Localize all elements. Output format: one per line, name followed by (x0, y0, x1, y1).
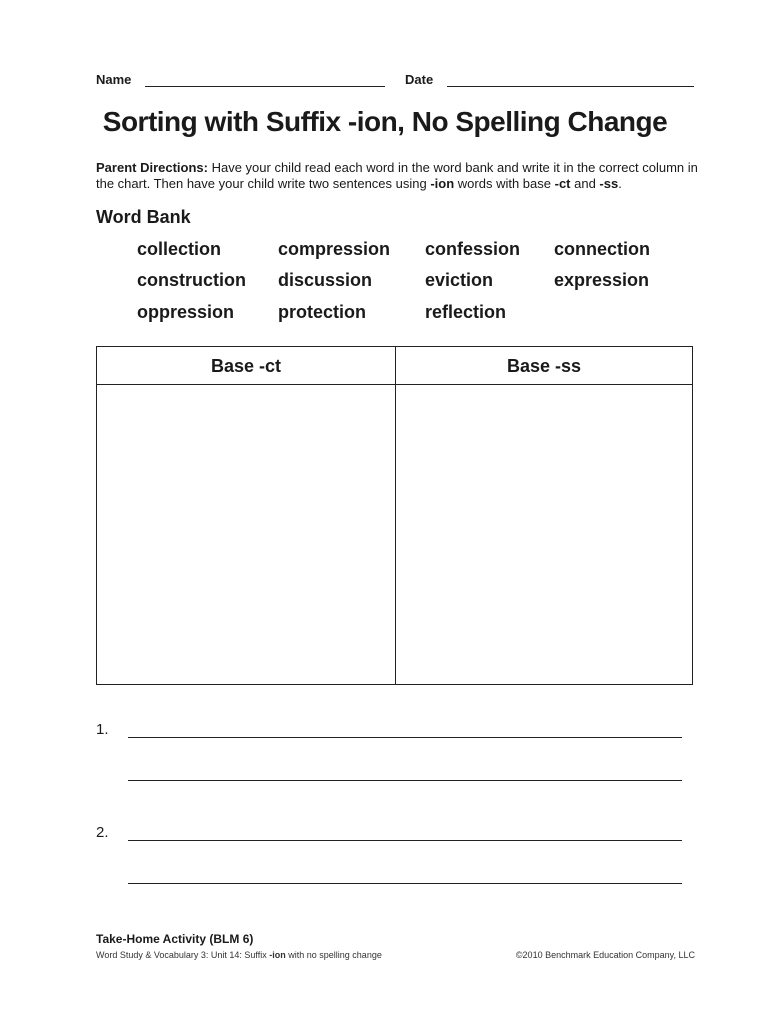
directions-label: Parent Directions: (96, 160, 208, 175)
word-bank-word: connection (554, 239, 651, 259)
directions-text-4: . (618, 176, 622, 191)
name-label: Name (96, 72, 132, 87)
word-bank-heading: Word Bank (96, 207, 191, 227)
column-header-base-ct: Base -ct (210, 356, 282, 376)
footer-title: Take-Home Activity (BLM 6) (96, 932, 254, 946)
chart-column-divider (395, 347, 396, 684)
directions-text: Have your child read each word in the word bank and write it in the correct column in the chart. Then have your child write two sentences using (96, 160, 698, 191)
word-bank-word: collection (137, 239, 222, 259)
word-bank-word: eviction (425, 270, 494, 290)
base-ct-writing-area[interactable] (98, 386, 394, 683)
sentence-1-line-2[interactable] (128, 780, 682, 781)
sentence-number-1: 1. (96, 721, 109, 738)
word-bank-word: confession (425, 239, 521, 259)
footer-subtitle (96, 950, 382, 960)
sorting-chart (96, 346, 693, 685)
column-header-base-ss: Base -ss (506, 356, 582, 376)
directions-bold-ct: -ct (554, 176, 571, 191)
sentence-2-line-2[interactable] (128, 883, 682, 884)
date-field[interactable] (447, 86, 694, 87)
directions-bold-ion: -ion (430, 176, 455, 191)
sentence-number-2: 2. (96, 824, 109, 841)
word-bank-word: construction (137, 270, 247, 290)
footer-sub-bold: -ion (269, 950, 286, 960)
word-bank-word: compression (278, 239, 391, 259)
name-field[interactable] (145, 86, 385, 87)
footer-copyright: ©2010 Benchmark Education Company, LLC (515, 950, 695, 960)
word-bank-word: expression (554, 270, 650, 290)
directions-bold-ss: -ss (599, 176, 619, 191)
word-bank-word: oppression (137, 302, 235, 322)
sentence-2-line-1[interactable] (128, 840, 682, 841)
directions-text-3: and (570, 176, 600, 191)
footer-sub-text: Word Study & Vocabulary 3: Unit 14: Suffix (96, 950, 270, 960)
footer-sub-text-2: with no spelling change (285, 950, 382, 960)
word-bank-word: reflection (425, 302, 507, 322)
base-ss-writing-area[interactable] (397, 386, 692, 683)
word-bank-word: discussion (278, 270, 373, 290)
directions-text-2: words with base (454, 176, 555, 191)
sentence-1-line-1[interactable] (128, 737, 682, 738)
page-title: Sorting with Suffix -ion, No Spelling Change (102, 106, 668, 137)
parent-directions (96, 160, 706, 192)
word-bank-word: protection (278, 302, 366, 322)
date-label: Date (405, 72, 434, 87)
